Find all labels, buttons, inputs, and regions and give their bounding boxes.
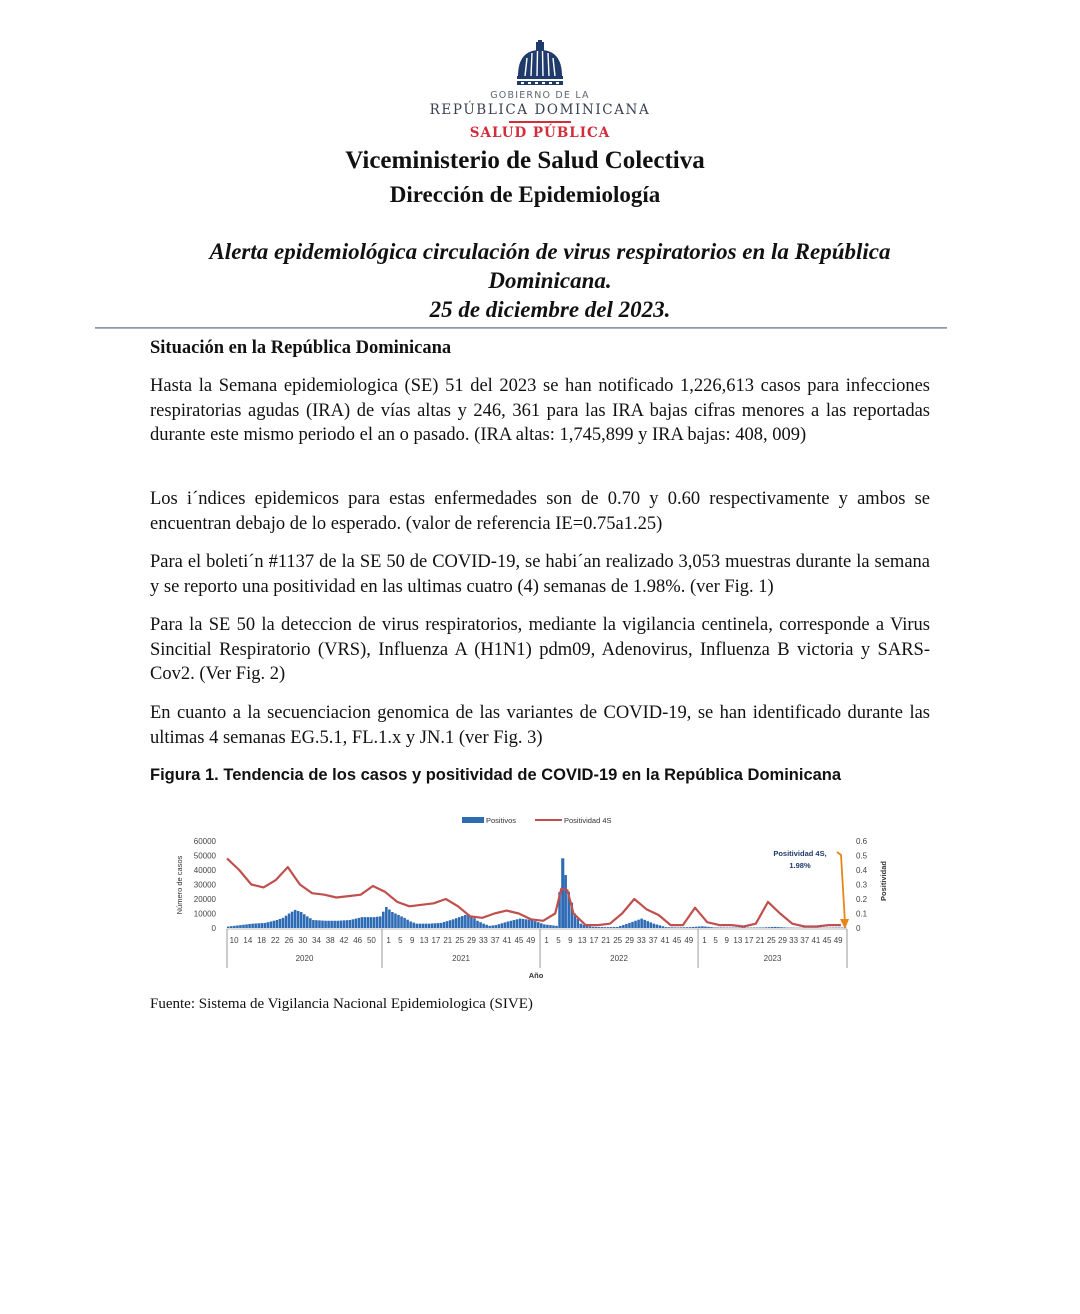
bar-positivos (491, 925, 494, 928)
bar-positivos (388, 910, 391, 928)
bar-positivos (336, 921, 339, 928)
y-tick-label: 0 (211, 924, 216, 933)
x-tick-label: 1 (702, 936, 707, 945)
bar-positivos (449, 920, 452, 928)
logo-line-salud: SALUD PÚBLICA (469, 125, 611, 141)
x-tick-label: 26 (284, 936, 294, 945)
bar-positivos (659, 925, 662, 928)
bar-positivos (479, 922, 482, 928)
y-tick-label: 30000 (193, 880, 216, 890)
bar-positivos (415, 924, 418, 928)
paragraph-covid-bulletin: Para el boleti´n #1137 de la SE 50 de COVID-19, se habi´an realizado 3,053 muestras durante la semana y se reporto una positividad en las ultimas cuatro (4) semanas de 1.98%. (ver Fig. 1) (150, 552, 930, 597)
annotation-value: 1.98% (789, 861, 811, 870)
x-tick-label: 13 (733, 936, 743, 945)
bar-positivos (580, 924, 583, 928)
bar-positivos (257, 923, 260, 928)
bar-positivos (662, 926, 665, 928)
x-tick-label: 38 (325, 936, 335, 945)
bar-positivos (409, 921, 412, 928)
bar-positivos (452, 919, 455, 928)
bar-positivos (607, 927, 610, 928)
bar-positivos (285, 916, 288, 928)
bar-positivos (613, 927, 616, 928)
bar-positivos (689, 927, 692, 928)
bar-positivos (713, 927, 716, 928)
bar-positivos (397, 915, 400, 928)
bar-positivos (327, 921, 330, 928)
bar-positivos (282, 918, 285, 928)
bar-positivos (695, 927, 698, 928)
y2-tick-label: 0.1 (856, 909, 868, 919)
bar-positivos (342, 920, 345, 928)
bar-positivos (625, 924, 628, 928)
bar-positivos (379, 916, 382, 928)
bar-positivos (501, 923, 504, 928)
bar-positivos (519, 919, 522, 928)
y2-tick-label: 0.6 (856, 837, 868, 846)
bar-positivos (394, 914, 397, 929)
bar-positivos (516, 919, 519, 928)
x-tick-label: 22 (270, 936, 280, 945)
bar-positivos (482, 924, 485, 928)
bar-positivos (549, 925, 552, 928)
bar-positivos (671, 927, 674, 928)
bar-positivos (759, 927, 762, 928)
annotation-arrow (837, 852, 845, 923)
bar-positivos (701, 926, 704, 928)
bar-positivos (531, 920, 534, 928)
logo-line-gobierno: GOBIERNO DE LA (490, 90, 590, 101)
x-tick-label: 49 (833, 936, 843, 945)
year-label: 2022 (610, 954, 628, 963)
paragraph-epidemic-index: Los i´ndices epidemicos para estas enfermedades son de 0.70 y 0.60 respectivamente y ambos se encuentran debajo de lo esperado. (valor de referencia IE=0.75a1.25) (150, 489, 930, 534)
x-tick-label: 9 (410, 936, 415, 945)
bar-positivos (306, 916, 309, 928)
bar-positivos (543, 924, 546, 928)
bar-positivos (552, 925, 555, 928)
x-tick-label: 45 (822, 936, 832, 945)
bar-positivos (403, 918, 406, 928)
x-tick-label: 41 (811, 936, 821, 945)
bar-positivos (251, 924, 254, 928)
annotation-label: Positividad 4S, (773, 849, 827, 858)
bar-positivos (245, 924, 248, 928)
bar-positivos (473, 918, 476, 928)
x-tick-label: 37 (800, 936, 810, 945)
year-label: 2023 (763, 954, 782, 963)
bar-positivos (364, 917, 367, 928)
bar-positivos-peak (561, 858, 564, 928)
bar-positivos (233, 926, 236, 928)
bar-positivos (649, 922, 652, 928)
bar-positivos (513, 920, 516, 928)
bar-positivos (458, 917, 461, 928)
bar-positivos (646, 921, 649, 928)
x-tick-label: 13 (577, 936, 587, 945)
covid-trend-chart (170, 805, 890, 985)
x-tick-label: 17 (431, 936, 441, 945)
x-tick-label: 37 (648, 936, 658, 945)
x-tick-label: 10 (229, 936, 239, 945)
department-title: Dirección de Epidemiología (389, 182, 661, 207)
bar-positivos (461, 916, 464, 928)
bar-positivos (230, 926, 233, 928)
y-tick-label: 60000 (193, 837, 216, 846)
bar-positivos (373, 917, 376, 928)
bar-positivos (601, 927, 604, 928)
bar-positivos (239, 925, 242, 928)
bar-positivos (236, 925, 239, 928)
bar-positivos (652, 924, 655, 928)
bar-positivos (431, 923, 434, 928)
bar-positivos (376, 917, 379, 928)
x-tick-label: 5 (556, 936, 561, 945)
x-tick-label: 9 (568, 936, 573, 945)
bar-positivos (592, 927, 595, 928)
y2-tick-label: 0.4 (856, 866, 868, 875)
bar-positivos (525, 919, 528, 928)
figure-source: Fuente: Sistema de Vigilancia Nacional Epidemiologica (SIVE) (150, 996, 533, 1012)
x-tick-label: 5 (398, 936, 403, 945)
x-tick-label: 1 (544, 936, 549, 945)
bar-positivos (288, 914, 291, 929)
bar-positivos (488, 926, 491, 928)
bar-positivos (339, 921, 342, 928)
bar-positivos (440, 923, 443, 928)
x-tick-label: 29 (625, 936, 634, 945)
bar-positivos (303, 914, 306, 928)
bar-positivos (765, 927, 768, 928)
bar-positivos (622, 925, 625, 928)
line-positividad (227, 858, 841, 926)
year-label: 2020 (295, 954, 314, 963)
bar-positivos (464, 915, 467, 928)
bar-positivos (476, 921, 479, 928)
x-axis-label: Año (528, 971, 544, 980)
bar-positivos (391, 912, 394, 928)
bar-positivos (276, 920, 279, 928)
bar-positivos (710, 927, 713, 928)
bar-positivos (260, 923, 263, 928)
bar-positivos (254, 923, 257, 928)
x-tick-label: 49 (684, 936, 694, 945)
bar-positivos (589, 926, 592, 928)
x-tick-label: 45 (514, 936, 524, 945)
bar-positivos (485, 925, 488, 928)
bar-positivos (777, 927, 780, 928)
x-tick-label: 33 (636, 936, 646, 945)
bar-positivos (270, 921, 273, 928)
x-tick-label: 29 (467, 936, 476, 945)
bar-positivos (273, 921, 276, 928)
x-tick-label: 18 (257, 936, 267, 945)
bar-positivos (300, 912, 303, 928)
bar-positivos (756, 927, 759, 928)
bar-positivos (692, 927, 695, 928)
bar-positivos (507, 921, 510, 928)
bar-positivos (640, 919, 643, 928)
bar-positivos (291, 912, 294, 928)
section-title: Situación en la República Dominicana (150, 338, 452, 358)
bar-positivos (297, 911, 300, 928)
bar-positivos (595, 927, 598, 928)
bar-positivos (361, 917, 364, 928)
x-tick-label: 9 (724, 936, 729, 945)
bar-positivos (312, 920, 315, 928)
x-tick-label: 46 (353, 936, 363, 945)
bar-positivos (598, 927, 601, 928)
bar-positivos (406, 920, 409, 928)
y2-tick-label: 0 (856, 924, 861, 933)
bar-positivos (665, 927, 668, 928)
bar-positivos (248, 924, 251, 928)
bar-positivos (346, 920, 349, 928)
header-divider (95, 327, 947, 329)
logo-divider (509, 121, 571, 123)
x-tick-label: 25 (455, 936, 465, 945)
bar-positivos (704, 927, 707, 928)
x-tick-label: 33 (789, 936, 799, 945)
logo-line-republica: REPÚBLICA DOMINICANA (429, 102, 651, 118)
paragraph-genomic-sequencing: En cuanto a la secuenciacion genomica de las variantes de COVID-19, se han identificado durante las ultimas 4 semanas EG.5.1, FL.1.x y JN.1 (ver Fig. 3) (150, 703, 930, 748)
bar-positivos (355, 919, 358, 928)
bar-positivos (674, 927, 677, 928)
bar-positivos (412, 923, 415, 928)
bar-positivos (267, 922, 270, 928)
bar-positivos (762, 927, 765, 928)
bar-positivos (333, 921, 336, 928)
figure-title: Figura 1. Tendencia de los casos y positividad de COVID-19 en la República Dominicana (150, 766, 842, 784)
bar-positivos (768, 927, 771, 928)
bar-positivos (637, 920, 640, 928)
x-tick-label: 41 (660, 936, 670, 945)
bar-positivos (680, 927, 683, 928)
y-tick-label: 20000 (193, 895, 216, 904)
bar-positivos (610, 927, 613, 928)
bar-positivos (434, 923, 437, 928)
x-tick-label: 13 (419, 936, 429, 945)
x-tick-label: 29 (778, 936, 787, 945)
bar-positivos (707, 927, 710, 928)
bar-positivos (455, 918, 458, 928)
x-tick-label: 33 (478, 936, 488, 945)
bar-positivos (400, 916, 403, 928)
bar-positivos (263, 923, 266, 928)
bar-positivos (716, 927, 719, 928)
alert-date: 25 de diciembre del 2023. (429, 297, 671, 322)
x-tick-label: 37 (490, 936, 500, 945)
x-tick-label: 14 (243, 936, 253, 945)
y2-tick-label: 0.3 (856, 880, 868, 890)
x-tick-label: 21 (443, 936, 453, 945)
bar-positivos (321, 921, 324, 928)
legend-bar-swatch (462, 817, 484, 823)
y-tick-label: 50000 (193, 851, 216, 861)
bar-positivos (668, 927, 671, 928)
bar-positivos (385, 907, 388, 928)
bar-positivos (534, 921, 537, 928)
x-tick-label: 5 (713, 936, 718, 945)
bar-positivos (783, 927, 786, 928)
paragraph-ira-cases: Hasta la Semana epidemiologica (SE) 51 del 2023 se han notificado 1,226,613 casos para infecciones respiratorias agudas (IRA) de vías altas y 246, 361 para las IRA bajas cifras menores a las reportadas durante este mismo periodo el an o pasado. (IRA altas: 1,745,899 y IRA bajas: 408, 009) (150, 376, 930, 445)
bar-positivos (352, 919, 355, 928)
x-tick-label: 49 (526, 936, 536, 945)
legend-positivos: Positivos (486, 816, 517, 825)
bar-positivos (318, 920, 321, 928)
bar-positivos (279, 919, 282, 928)
bar-positivos (643, 920, 646, 928)
bar-positivos (242, 925, 245, 928)
alert-title-line1: Alerta epidemiológica circulación de virus respiratorios en la República (209, 239, 891, 264)
bar-positivos (774, 927, 777, 928)
y2-axis-label: Positividad (879, 860, 888, 902)
bar-positivos (467, 915, 470, 928)
y-tick-label: 10000 (193, 909, 216, 919)
bar-positivos (324, 921, 327, 928)
bar-positivos (315, 920, 318, 928)
y2-tick-label: 0.2 (856, 895, 868, 904)
bar-positivos (619, 926, 622, 928)
bar-positivos (616, 927, 619, 928)
government-logo (0, 40, 1080, 141)
arrow-head-icon (840, 919, 849, 929)
bar-positivos (780, 927, 783, 928)
x-tick-label: 17 (589, 936, 599, 945)
bar-positivos (719, 927, 722, 928)
x-tick-label: 21 (601, 936, 611, 945)
bar-positivos (686, 927, 689, 928)
ministry-title: Viceministerio de Salud Colectiva (345, 147, 705, 174)
x-tick-label: 45 (672, 936, 682, 945)
x-tick-label: 41 (502, 936, 512, 945)
bar-positivos (330, 921, 333, 928)
bar-positivos (504, 922, 507, 928)
bar-positivos (227, 927, 230, 928)
bar-positivos (510, 921, 513, 928)
bar-positivos (446, 921, 449, 928)
bar-positivos (494, 925, 497, 928)
bar-positivos (437, 923, 440, 928)
bar-positivos (309, 918, 312, 928)
x-tick-label: 34 (312, 936, 321, 945)
bar-positivos (358, 918, 361, 928)
bar-positivos (382, 912, 385, 928)
x-tick-label: 25 (613, 936, 623, 945)
bar-positivos (418, 924, 421, 928)
bar-positivos (677, 927, 680, 928)
bar-positivos (628, 923, 631, 928)
y2-tick-label: 0.5 (856, 851, 868, 861)
bar-positivos (370, 917, 373, 928)
x-tick-label: 21 (755, 936, 765, 945)
x-tick-label: 30 (298, 936, 308, 945)
bar-positivos (564, 875, 567, 928)
bar-positivos (294, 910, 297, 928)
bar-positivos (428, 924, 431, 928)
bar-positivos (683, 927, 686, 928)
bar-positivos (528, 920, 531, 928)
x-tick-label: 25 (766, 936, 776, 945)
capitol-dome-icon (515, 40, 565, 88)
x-tick-label: 1 (386, 936, 391, 945)
y-tick-label: 40000 (193, 866, 216, 875)
bar-positivos (349, 920, 352, 928)
bar-positivos (555, 926, 558, 928)
x-tick-label: 42 (339, 936, 349, 945)
bar-positivos (540, 923, 543, 928)
bar-positivos (656, 925, 659, 928)
alert-title-line2: Dominicana. (488, 268, 612, 293)
alert-title (140, 237, 960, 324)
paragraph-virus-detection: Para la SE 50 la deteccion de virus respiratorios, mediante la vigilancia centinela, corresponde a Virus Sincitial Respiratorio (VRS), Influenza A (H1N1) pdm09, Adenovirus, Influenza B victoria y SARS-Cov2. (Ver Fig. 2) (150, 615, 930, 684)
bar-positivos (367, 917, 370, 928)
bar-positivos (443, 922, 446, 928)
bar-positivos (604, 927, 607, 928)
bar-positivos (537, 922, 540, 928)
bar-positivos (522, 919, 525, 928)
bar-positivos (634, 921, 637, 928)
bar-positivos (631, 922, 634, 928)
x-tick-label: 17 (744, 936, 754, 945)
y-axis-label: Número de casos (175, 855, 184, 915)
bar-positivos (425, 924, 428, 928)
bar-positivos (771, 927, 774, 928)
bar-positivos (546, 925, 549, 928)
bar-positivos (497, 924, 500, 928)
bar-positivos (698, 926, 701, 928)
year-label: 2021 (452, 954, 470, 963)
x-tick-label: 50 (366, 936, 376, 945)
legend-positividad: Positividad 4S (564, 816, 612, 825)
bar-positivos (422, 924, 425, 928)
